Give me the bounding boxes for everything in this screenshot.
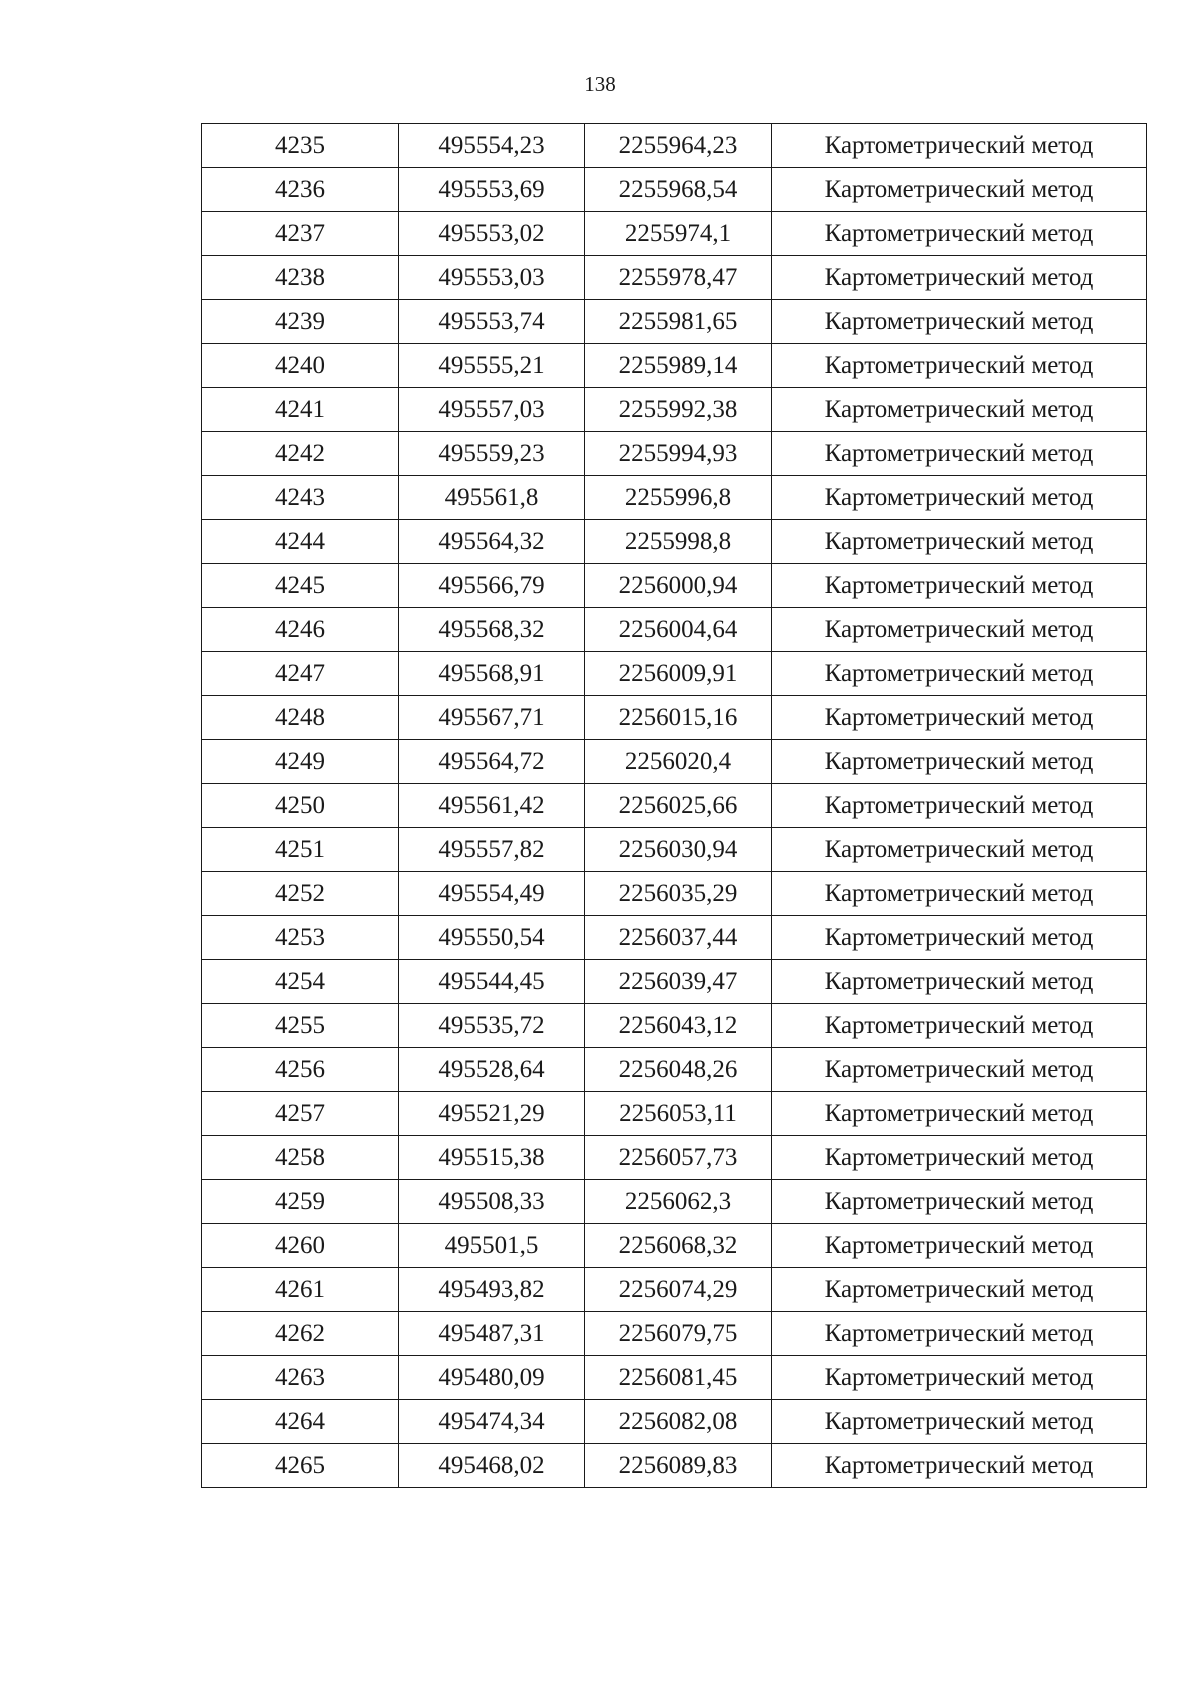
x-coordinate-cell: 495474,34 xyxy=(399,1400,585,1444)
x-coordinate-cell: 495515,38 xyxy=(399,1136,585,1180)
x-coordinate-cell: 495568,91 xyxy=(399,652,585,696)
y-coordinate-cell: 2256020,4 xyxy=(585,740,772,784)
y-coordinate-cell: 2256025,66 xyxy=(585,784,772,828)
x-coordinate-cell: 495554,49 xyxy=(399,872,585,916)
table-row xyxy=(202,1268,1147,1312)
point-number-cell: 4254 xyxy=(202,960,399,1004)
y-coordinate-cell: 2255996,8 xyxy=(585,476,772,520)
point-number-cell: 4263 xyxy=(202,1356,399,1400)
table-row xyxy=(202,1400,1147,1444)
table-row xyxy=(202,520,1147,564)
x-coordinate-cell: 495553,02 xyxy=(399,212,585,256)
table-row xyxy=(202,1004,1147,1048)
point-number-cell: 4264 xyxy=(202,1400,399,1444)
table-row xyxy=(202,1312,1147,1356)
y-coordinate-cell: 2255994,93 xyxy=(585,432,772,476)
y-coordinate-cell: 2256048,26 xyxy=(585,1048,772,1092)
x-coordinate-cell: 495553,74 xyxy=(399,300,585,344)
y-coordinate-cell: 2255974,1 xyxy=(585,212,772,256)
x-coordinate-cell: 495487,31 xyxy=(399,1312,585,1356)
x-coordinate-cell: 495559,23 xyxy=(399,432,585,476)
point-number-cell: 4253 xyxy=(202,916,399,960)
method-cell: Картометрический метод xyxy=(772,344,1147,388)
method-cell: Картометрический метод xyxy=(772,168,1147,212)
y-coordinate-cell: 2256004,64 xyxy=(585,608,772,652)
method-cell: Картометрический метод xyxy=(772,432,1147,476)
table-row xyxy=(202,1356,1147,1400)
x-coordinate-cell: 495553,03 xyxy=(399,256,585,300)
method-cell: Картометрический метод xyxy=(772,828,1147,872)
method-cell: Картометрический метод xyxy=(772,872,1147,916)
table-row xyxy=(202,652,1147,696)
table-row xyxy=(202,784,1147,828)
y-coordinate-cell: 2256074,29 xyxy=(585,1268,772,1312)
method-cell: Картометрический метод xyxy=(772,916,1147,960)
method-cell: Картометрический метод xyxy=(772,1312,1147,1356)
point-number-cell: 4247 xyxy=(202,652,399,696)
y-coordinate-cell: 2256079,75 xyxy=(585,1312,772,1356)
method-cell: Картометрический метод xyxy=(772,740,1147,784)
method-cell: Картометрический метод xyxy=(772,212,1147,256)
coordinates-table xyxy=(201,123,1147,1488)
table-row xyxy=(202,1180,1147,1224)
method-cell: Картометрический метод xyxy=(772,960,1147,1004)
point-number-cell: 4251 xyxy=(202,828,399,872)
y-coordinate-cell: 2256030,94 xyxy=(585,828,772,872)
y-coordinate-cell: 2256043,12 xyxy=(585,1004,772,1048)
point-number-cell: 4240 xyxy=(202,344,399,388)
point-number-cell: 4236 xyxy=(202,168,399,212)
y-coordinate-cell: 2256082,08 xyxy=(585,1400,772,1444)
x-coordinate-cell: 495501,5 xyxy=(399,1224,585,1268)
point-number-cell: 4261 xyxy=(202,1268,399,1312)
coordinates-table-body xyxy=(202,124,1147,1488)
point-number-cell: 4246 xyxy=(202,608,399,652)
method-cell: Картометрический метод xyxy=(772,1268,1147,1312)
y-coordinate-cell: 2256053,11 xyxy=(585,1092,772,1136)
y-coordinate-cell: 2255978,47 xyxy=(585,256,772,300)
y-coordinate-cell: 2256089,83 xyxy=(585,1444,772,1488)
point-number-cell: 4262 xyxy=(202,1312,399,1356)
x-coordinate-cell: 495535,72 xyxy=(399,1004,585,1048)
method-cell: Картометрический метод xyxy=(772,476,1147,520)
method-cell: Картометрический метод xyxy=(772,1444,1147,1488)
table-row xyxy=(202,828,1147,872)
table-row xyxy=(202,476,1147,520)
point-number-cell: 4243 xyxy=(202,476,399,520)
y-coordinate-cell: 2255992,38 xyxy=(585,388,772,432)
y-coordinate-cell: 2256000,94 xyxy=(585,564,772,608)
y-coordinate-cell: 2256062,3 xyxy=(585,1180,772,1224)
x-coordinate-cell: 495544,45 xyxy=(399,960,585,1004)
y-coordinate-cell: 2256068,32 xyxy=(585,1224,772,1268)
point-number-cell: 4235 xyxy=(202,124,399,168)
point-number-cell: 4239 xyxy=(202,300,399,344)
point-number-cell: 4237 xyxy=(202,212,399,256)
y-coordinate-cell: 2256009,91 xyxy=(585,652,772,696)
point-number-cell: 4256 xyxy=(202,1048,399,1092)
x-coordinate-cell: 495561,42 xyxy=(399,784,585,828)
method-cell: Картометрический метод xyxy=(772,696,1147,740)
method-cell: Картометрический метод xyxy=(772,1048,1147,1092)
point-number-cell: 4241 xyxy=(202,388,399,432)
table-row xyxy=(202,256,1147,300)
y-coordinate-cell: 2256015,16 xyxy=(585,696,772,740)
point-number-cell: 4250 xyxy=(202,784,399,828)
x-coordinate-cell: 495566,79 xyxy=(399,564,585,608)
x-coordinate-cell: 495550,54 xyxy=(399,916,585,960)
table-row xyxy=(202,872,1147,916)
x-coordinate-cell: 495554,23 xyxy=(399,124,585,168)
x-coordinate-cell: 495528,64 xyxy=(399,1048,585,1092)
table-row xyxy=(202,432,1147,476)
method-cell: Картометрический метод xyxy=(772,1400,1147,1444)
x-coordinate-cell: 495564,32 xyxy=(399,520,585,564)
point-number-cell: 4242 xyxy=(202,432,399,476)
x-coordinate-cell: 495493,82 xyxy=(399,1268,585,1312)
point-number-cell: 4255 xyxy=(202,1004,399,1048)
page-number: 138 xyxy=(584,72,616,96)
y-coordinate-cell: 2256039,47 xyxy=(585,960,772,1004)
point-number-cell: 4259 xyxy=(202,1180,399,1224)
point-number-cell: 4258 xyxy=(202,1136,399,1180)
method-cell: Картометрический метод xyxy=(772,1356,1147,1400)
point-number-cell: 4238 xyxy=(202,256,399,300)
table-row xyxy=(202,1136,1147,1180)
method-cell: Картометрический метод xyxy=(772,1004,1147,1048)
method-cell: Картометрический метод xyxy=(772,564,1147,608)
table-row xyxy=(202,168,1147,212)
table-row xyxy=(202,608,1147,652)
table-row xyxy=(202,344,1147,388)
point-number-cell: 4244 xyxy=(202,520,399,564)
point-number-cell: 4248 xyxy=(202,696,399,740)
y-coordinate-cell: 2255989,14 xyxy=(585,344,772,388)
table-row xyxy=(202,564,1147,608)
x-coordinate-cell: 495468,02 xyxy=(399,1444,585,1488)
method-cell: Картометрический метод xyxy=(772,124,1147,168)
x-coordinate-cell: 495561,8 xyxy=(399,476,585,520)
method-cell: Картометрический метод xyxy=(772,256,1147,300)
x-coordinate-cell: 495557,82 xyxy=(399,828,585,872)
method-cell: Картометрический метод xyxy=(772,1224,1147,1268)
x-coordinate-cell: 495508,33 xyxy=(399,1180,585,1224)
x-coordinate-cell: 495480,09 xyxy=(399,1356,585,1400)
table-row xyxy=(202,960,1147,1004)
table-row xyxy=(202,1444,1147,1488)
x-coordinate-cell: 495557,03 xyxy=(399,388,585,432)
table-row xyxy=(202,1224,1147,1268)
method-cell: Картометрический метод xyxy=(772,520,1147,564)
point-number-cell: 4245 xyxy=(202,564,399,608)
method-cell: Картометрический метод xyxy=(772,1136,1147,1180)
x-coordinate-cell: 495564,72 xyxy=(399,740,585,784)
y-coordinate-cell: 2255968,54 xyxy=(585,168,772,212)
point-number-cell: 4260 xyxy=(202,1224,399,1268)
point-number-cell: 4265 xyxy=(202,1444,399,1488)
method-cell: Картометрический метод xyxy=(772,784,1147,828)
table-row xyxy=(202,1048,1147,1092)
table-row xyxy=(202,300,1147,344)
x-coordinate-cell: 495567,71 xyxy=(399,696,585,740)
y-coordinate-cell: 2255981,65 xyxy=(585,300,772,344)
y-coordinate-cell: 2256035,29 xyxy=(585,872,772,916)
method-cell: Картометрический метод xyxy=(772,652,1147,696)
table-row xyxy=(202,1092,1147,1136)
y-coordinate-cell: 2256037,44 xyxy=(585,916,772,960)
table-row xyxy=(202,124,1147,168)
method-cell: Картометрический метод xyxy=(772,1092,1147,1136)
y-coordinate-cell: 2256057,73 xyxy=(585,1136,772,1180)
point-number-cell: 4252 xyxy=(202,872,399,916)
table-row xyxy=(202,916,1147,960)
table-row xyxy=(202,740,1147,784)
method-cell: Картометрический метод xyxy=(772,1180,1147,1224)
method-cell: Картометрический метод xyxy=(772,608,1147,652)
method-cell: Картометрический метод xyxy=(772,388,1147,432)
y-coordinate-cell: 2256081,45 xyxy=(585,1356,772,1400)
point-number-cell: 4249 xyxy=(202,740,399,784)
x-coordinate-cell: 495521,29 xyxy=(399,1092,585,1136)
x-coordinate-cell: 495553,69 xyxy=(399,168,585,212)
point-number-cell: 4257 xyxy=(202,1092,399,1136)
table-row xyxy=(202,212,1147,256)
method-cell: Картометрический метод xyxy=(772,300,1147,344)
y-coordinate-cell: 2255998,8 xyxy=(585,520,772,564)
x-coordinate-cell: 495568,32 xyxy=(399,608,585,652)
table-row xyxy=(202,388,1147,432)
table-row xyxy=(202,696,1147,740)
x-coordinate-cell: 495555,21 xyxy=(399,344,585,388)
y-coordinate-cell: 2255964,23 xyxy=(585,124,772,168)
